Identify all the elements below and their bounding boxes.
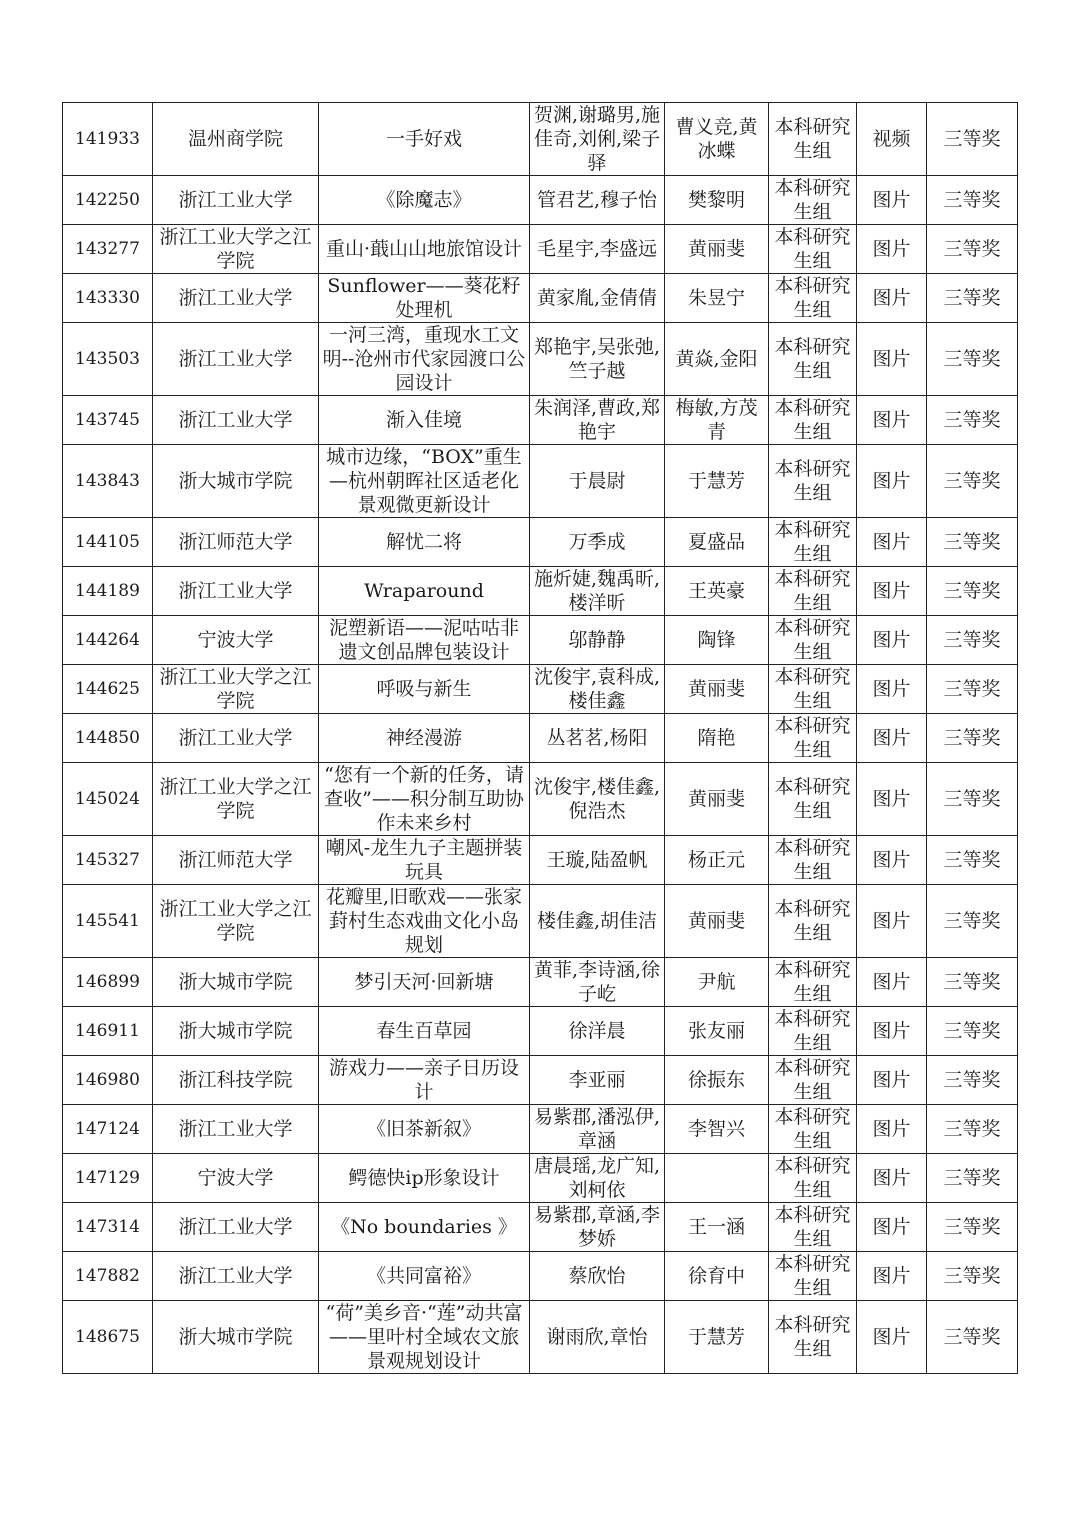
table-row bbox=[63, 225, 1018, 274]
table-row bbox=[63, 885, 1018, 958]
cell-advisor: 朱昱宁 bbox=[665, 274, 769, 323]
cell-authors: 郑艳宇,吴张弛,竺子越 bbox=[530, 323, 665, 396]
cell-award: 三等奖 bbox=[927, 274, 1018, 323]
cell-authors: 毛星宇,李盛远 bbox=[530, 225, 665, 274]
cell-advisor: 杨正元 bbox=[665, 836, 769, 885]
cell-group: 本科研究生组 bbox=[769, 176, 857, 225]
cell-advisor bbox=[665, 1154, 769, 1203]
cell-type: 图片 bbox=[857, 1007, 927, 1056]
cell-id: 144625 bbox=[63, 665, 153, 714]
cell-school: 浙大城市学院 bbox=[153, 958, 319, 1007]
cell-title: 神经漫游 bbox=[319, 714, 530, 763]
cell-advisor: 隋艳 bbox=[665, 714, 769, 763]
cell-title: 重山·蕺山山地旅馆设计 bbox=[319, 225, 530, 274]
cell-advisor: 黄丽斐 bbox=[665, 665, 769, 714]
cell-award: 三等奖 bbox=[927, 103, 1018, 176]
cell-title: 《除魔志》 bbox=[319, 176, 530, 225]
cell-type: 图片 bbox=[857, 445, 927, 518]
cell-title: 梦引天河·回新塘 bbox=[319, 958, 530, 1007]
cell-authors: 贺渊,谢璐男,施佳奇,刘俐,梁子驿 bbox=[530, 103, 665, 176]
cell-authors: 朱润泽,曹政,郑艳宇 bbox=[530, 396, 665, 445]
cell-advisor: 王一涵 bbox=[665, 1203, 769, 1252]
cell-advisor: 徐振东 bbox=[665, 1056, 769, 1105]
table-row bbox=[63, 958, 1018, 1007]
cell-advisor: 尹航 bbox=[665, 958, 769, 1007]
cell-award: 三等奖 bbox=[927, 616, 1018, 665]
table-row bbox=[63, 1154, 1018, 1203]
cell-school: 浙江工业大学 bbox=[153, 396, 319, 445]
cell-authors: 易紫郡,章涵,李梦娇 bbox=[530, 1203, 665, 1252]
cell-authors: 徐洋晨 bbox=[530, 1007, 665, 1056]
cell-group: 本科研究生组 bbox=[769, 445, 857, 518]
cell-award: 三等奖 bbox=[927, 1007, 1018, 1056]
cell-award: 三等奖 bbox=[927, 176, 1018, 225]
cell-authors: 万季成 bbox=[530, 518, 665, 567]
cell-award: 三等奖 bbox=[927, 445, 1018, 518]
cell-type: 图片 bbox=[857, 1154, 927, 1203]
cell-authors: 黄菲,李诗涵,徐子屹 bbox=[530, 958, 665, 1007]
cell-type: 图片 bbox=[857, 567, 927, 616]
cell-group: 本科研究生组 bbox=[769, 518, 857, 567]
cell-type: 图片 bbox=[857, 665, 927, 714]
cell-advisor: 张友丽 bbox=[665, 1007, 769, 1056]
cell-id: 143503 bbox=[63, 323, 153, 396]
table-row bbox=[63, 103, 1018, 176]
cell-school: 宁波大学 bbox=[153, 1154, 319, 1203]
cell-authors: 沈俊宇,楼佳鑫,倪浩杰 bbox=[530, 763, 665, 836]
cell-award: 三等奖 bbox=[927, 567, 1018, 616]
cell-authors: 沈俊宇,袁科成,楼佳鑫 bbox=[530, 665, 665, 714]
cell-school: 浙江工业大学 bbox=[153, 323, 319, 396]
cell-authors: 易紫郡,潘泓伊,章涵 bbox=[530, 1105, 665, 1154]
cell-type: 图片 bbox=[857, 176, 927, 225]
table-row bbox=[63, 1007, 1018, 1056]
cell-title: 《共同富裕》 bbox=[319, 1252, 530, 1301]
cell-title: 游戏力——亲子日历设计 bbox=[319, 1056, 530, 1105]
cell-title: Sunflower——葵花籽处理机 bbox=[319, 274, 530, 323]
cell-title: 呼吸与新生 bbox=[319, 665, 530, 714]
cell-school: 浙江工业大学 bbox=[153, 714, 319, 763]
cell-title: 鳄德快ip形象设计 bbox=[319, 1154, 530, 1203]
cell-type: 图片 bbox=[857, 274, 927, 323]
table-row bbox=[63, 714, 1018, 763]
cell-group: 本科研究生组 bbox=[769, 1252, 857, 1301]
cell-award: 三等奖 bbox=[927, 885, 1018, 958]
table-row bbox=[63, 323, 1018, 396]
cell-school: 浙大城市学院 bbox=[153, 445, 319, 518]
cell-id: 141933 bbox=[63, 103, 153, 176]
cell-school: 浙江工业大学 bbox=[153, 1105, 319, 1154]
cell-group: 本科研究生组 bbox=[769, 274, 857, 323]
awards-table bbox=[62, 102, 1018, 1374]
cell-advisor: 黄丽斐 bbox=[665, 763, 769, 836]
cell-school: 浙大城市学院 bbox=[153, 1007, 319, 1056]
cell-id: 145024 bbox=[63, 763, 153, 836]
cell-school: 浙江工业大学 bbox=[153, 567, 319, 616]
cell-type: 图片 bbox=[857, 1203, 927, 1252]
table-row bbox=[63, 1203, 1018, 1252]
table-row bbox=[63, 274, 1018, 323]
table-row bbox=[63, 763, 1018, 836]
cell-school: 浙江工业大学之江学院 bbox=[153, 885, 319, 958]
cell-title: “您有一个新的任务，请查收”——积分制互助协作未来乡村 bbox=[319, 763, 530, 836]
cell-authors: 施炘婕,魏禹昕,楼洋昕 bbox=[530, 567, 665, 616]
cell-school: 浙江科技学院 bbox=[153, 1056, 319, 1105]
cell-authors: 王璇,陆盈帆 bbox=[530, 836, 665, 885]
cell-group: 本科研究生组 bbox=[769, 1056, 857, 1105]
cell-group: 本科研究生组 bbox=[769, 885, 857, 958]
cell-group: 本科研究生组 bbox=[769, 225, 857, 274]
cell-authors: 楼佳鑫,胡佳洁 bbox=[530, 885, 665, 958]
cell-group: 本科研究生组 bbox=[769, 1007, 857, 1056]
cell-school: 宁波大学 bbox=[153, 616, 319, 665]
cell-authors: 唐晨瑶,龙广知,刘柯依 bbox=[530, 1154, 665, 1203]
cell-advisor: 于慧芳 bbox=[665, 1301, 769, 1374]
cell-id: 143843 bbox=[63, 445, 153, 518]
cell-id: 146911 bbox=[63, 1007, 153, 1056]
cell-award: 三等奖 bbox=[927, 518, 1018, 567]
cell-award: 三等奖 bbox=[927, 763, 1018, 836]
cell-authors: 邬静静 bbox=[530, 616, 665, 665]
cell-authors: 黄家胤,金倩倩 bbox=[530, 274, 665, 323]
table-row bbox=[63, 1301, 1018, 1374]
cell-group: 本科研究生组 bbox=[769, 1301, 857, 1374]
cell-award: 三等奖 bbox=[927, 1154, 1018, 1203]
cell-type: 视频 bbox=[857, 103, 927, 176]
table-row bbox=[63, 518, 1018, 567]
cell-advisor: 黄丽斐 bbox=[665, 225, 769, 274]
cell-authors: 谢雨欣,章怡 bbox=[530, 1301, 665, 1374]
cell-advisor: 黄丽斐 bbox=[665, 885, 769, 958]
cell-id: 145541 bbox=[63, 885, 153, 958]
cell-title: 泥塑新语——泥咕咕非遗文创品牌包装设计 bbox=[319, 616, 530, 665]
cell-id: 146980 bbox=[63, 1056, 153, 1105]
cell-title: Wraparound bbox=[319, 567, 530, 616]
cell-advisor: 梅敏,方茂青 bbox=[665, 396, 769, 445]
cell-group: 本科研究生组 bbox=[769, 1203, 857, 1252]
table-row bbox=[63, 445, 1018, 518]
table-body bbox=[63, 103, 1018, 1374]
cell-advisor: 陶锋 bbox=[665, 616, 769, 665]
cell-id: 147129 bbox=[63, 1154, 153, 1203]
cell-title: “荷”美乡音·“莲”动共富——里叶村全域农文旅景观规划设计 bbox=[319, 1301, 530, 1374]
table-row bbox=[63, 396, 1018, 445]
cell-type: 图片 bbox=[857, 885, 927, 958]
cell-award: 三等奖 bbox=[927, 714, 1018, 763]
cell-id: 143330 bbox=[63, 274, 153, 323]
cell-advisor: 曹义竞,黄冰蝶 bbox=[665, 103, 769, 176]
cell-school: 浙江工业大学 bbox=[153, 1203, 319, 1252]
table-row bbox=[63, 665, 1018, 714]
cell-school: 浙江师范大学 bbox=[153, 836, 319, 885]
cell-id: 144189 bbox=[63, 567, 153, 616]
cell-school: 温州商学院 bbox=[153, 103, 319, 176]
table-row bbox=[63, 1105, 1018, 1154]
cell-type: 图片 bbox=[857, 836, 927, 885]
table-row bbox=[63, 1252, 1018, 1301]
table-row bbox=[63, 836, 1018, 885]
cell-school: 浙江师范大学 bbox=[153, 518, 319, 567]
table-row bbox=[63, 567, 1018, 616]
cell-advisor: 李智兴 bbox=[665, 1105, 769, 1154]
cell-title: 花瓣里,旧歌戏——张家葑村生态戏曲文化小岛规划 bbox=[319, 885, 530, 958]
cell-id: 143277 bbox=[63, 225, 153, 274]
cell-award: 三等奖 bbox=[927, 1252, 1018, 1301]
cell-school: 浙大城市学院 bbox=[153, 1301, 319, 1374]
cell-id: 148675 bbox=[63, 1301, 153, 1374]
cell-type: 图片 bbox=[857, 518, 927, 567]
cell-group: 本科研究生组 bbox=[769, 836, 857, 885]
cell-type: 图片 bbox=[857, 1056, 927, 1105]
cell-group: 本科研究生组 bbox=[769, 763, 857, 836]
cell-id: 147124 bbox=[63, 1105, 153, 1154]
cell-authors: 丛茗茗,杨阳 bbox=[530, 714, 665, 763]
cell-type: 图片 bbox=[857, 763, 927, 836]
cell-title: 春生百草园 bbox=[319, 1007, 530, 1056]
cell-authors: 李亚丽 bbox=[530, 1056, 665, 1105]
cell-type: 图片 bbox=[857, 1301, 927, 1374]
table-row bbox=[63, 616, 1018, 665]
cell-group: 本科研究生组 bbox=[769, 323, 857, 396]
cell-authors: 于晨尉 bbox=[530, 445, 665, 518]
cell-group: 本科研究生组 bbox=[769, 567, 857, 616]
cell-award: 三等奖 bbox=[927, 396, 1018, 445]
cell-id: 144105 bbox=[63, 518, 153, 567]
cell-type: 图片 bbox=[857, 225, 927, 274]
cell-title: 《No boundaries 》 bbox=[319, 1203, 530, 1252]
cell-title: 城市边缘，“BOX”重生—杭州朝晖社区适老化景观微更新设计 bbox=[319, 445, 530, 518]
cell-id: 143745 bbox=[63, 396, 153, 445]
cell-award: 三等奖 bbox=[927, 225, 1018, 274]
cell-title: 一手好戏 bbox=[319, 103, 530, 176]
cell-group: 本科研究生组 bbox=[769, 958, 857, 1007]
cell-advisor: 于慧芳 bbox=[665, 445, 769, 518]
cell-title: 嘲风-龙生九子主题拼装玩具 bbox=[319, 836, 530, 885]
cell-id: 142250 bbox=[63, 176, 153, 225]
cell-school: 浙江工业大学 bbox=[153, 1252, 319, 1301]
cell-group: 本科研究生组 bbox=[769, 396, 857, 445]
cell-group: 本科研究生组 bbox=[769, 616, 857, 665]
cell-award: 三等奖 bbox=[927, 958, 1018, 1007]
cell-id: 147882 bbox=[63, 1252, 153, 1301]
cell-title: 解忧二将 bbox=[319, 518, 530, 567]
cell-title: 一河三湾，重现水工文明--沧州市代家园渡口公园设计 bbox=[319, 323, 530, 396]
cell-school: 浙江工业大学 bbox=[153, 274, 319, 323]
cell-advisor: 樊黎明 bbox=[665, 176, 769, 225]
cell-advisor: 王英豪 bbox=[665, 567, 769, 616]
cell-award: 三等奖 bbox=[927, 665, 1018, 714]
cell-school: 浙江工业大学之江学院 bbox=[153, 225, 319, 274]
cell-type: 图片 bbox=[857, 1252, 927, 1301]
cell-type: 图片 bbox=[857, 323, 927, 396]
cell-award: 三等奖 bbox=[927, 836, 1018, 885]
cell-award: 三等奖 bbox=[927, 1056, 1018, 1105]
cell-id: 144850 bbox=[63, 714, 153, 763]
cell-advisor: 夏盛品 bbox=[665, 518, 769, 567]
cell-award: 三等奖 bbox=[927, 1105, 1018, 1154]
cell-type: 图片 bbox=[857, 616, 927, 665]
cell-advisor: 黄焱,金阳 bbox=[665, 323, 769, 396]
cell-title: 渐入佳境 bbox=[319, 396, 530, 445]
cell-group: 本科研究生组 bbox=[769, 665, 857, 714]
cell-type: 图片 bbox=[857, 958, 927, 1007]
cell-group: 本科研究生组 bbox=[769, 1105, 857, 1154]
cell-group: 本科研究生组 bbox=[769, 103, 857, 176]
cell-advisor: 徐育中 bbox=[665, 1252, 769, 1301]
cell-award: 三等奖 bbox=[927, 1203, 1018, 1252]
table-row bbox=[63, 176, 1018, 225]
cell-group: 本科研究生组 bbox=[769, 714, 857, 763]
cell-school: 浙江工业大学 bbox=[153, 176, 319, 225]
table-row bbox=[63, 1056, 1018, 1105]
cell-award: 三等奖 bbox=[927, 1301, 1018, 1374]
cell-type: 图片 bbox=[857, 396, 927, 445]
cell-authors: 管君艺,穆子怡 bbox=[530, 176, 665, 225]
cell-type: 图片 bbox=[857, 1105, 927, 1154]
cell-group: 本科研究生组 bbox=[769, 1154, 857, 1203]
cell-award: 三等奖 bbox=[927, 323, 1018, 396]
cell-school: 浙江工业大学之江学院 bbox=[153, 763, 319, 836]
cell-type: 图片 bbox=[857, 714, 927, 763]
cell-id: 147314 bbox=[63, 1203, 153, 1252]
cell-id: 144264 bbox=[63, 616, 153, 665]
cell-title: 《旧茶新叙》 bbox=[319, 1105, 530, 1154]
cell-id: 146899 bbox=[63, 958, 153, 1007]
cell-id: 145327 bbox=[63, 836, 153, 885]
cell-authors: 蔡欣怡 bbox=[530, 1252, 665, 1301]
cell-school: 浙江工业大学之江学院 bbox=[153, 665, 319, 714]
